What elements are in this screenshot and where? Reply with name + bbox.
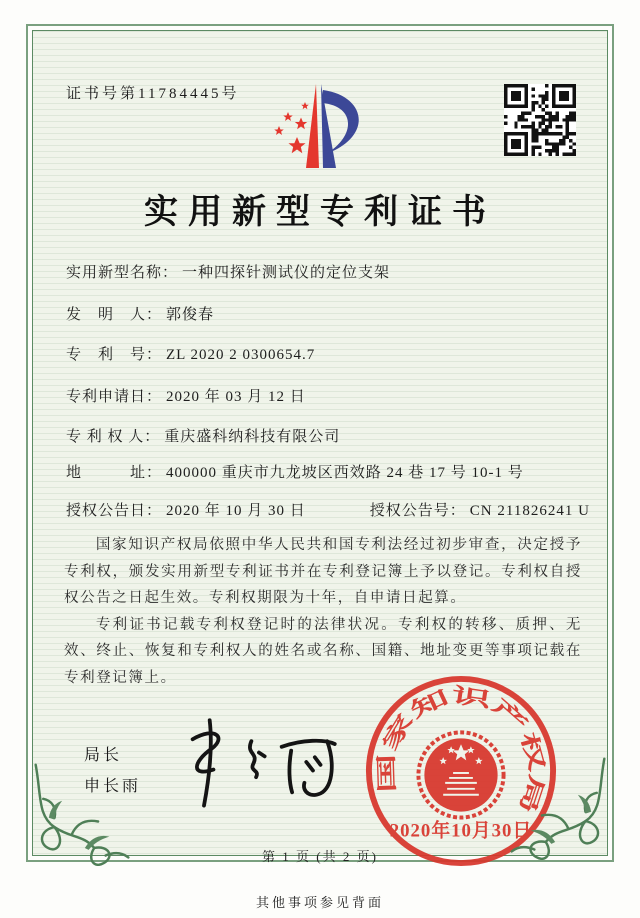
certificate-title: 实用新型专利证书 (144, 194, 496, 231)
officer-title: 局长 (84, 747, 123, 764)
field-grant-date-and-number (66, 500, 600, 522)
logo-red-spike (306, 84, 319, 168)
page-number: 第 1 页 (共 2 页) (262, 849, 378, 864)
legal-text (64, 532, 582, 691)
field-utility-model-name (66, 262, 600, 284)
grant-number-label: 授权公告号： (369, 503, 466, 519)
field-value: 一种四探针测试仪的定位支架 (182, 265, 391, 281)
certificate-number: 证书号第11784445号 (66, 86, 240, 102)
legal-paragraph-2: 专利证书记载专利权登记时的法律状况。专利权的转移、质押、无效、终止、恢复和专利权人的姓名或名称、国籍、地址变更等事项记载在专利登记簿上。 (64, 616, 582, 686)
field-label: 授权公告日： (66, 503, 163, 519)
field-address (66, 462, 600, 484)
grant-number-value: CN 211826241 U (469, 503, 590, 519)
qr-code (504, 84, 576, 156)
director-signature-icon (168, 712, 348, 812)
field-label: 专 利 权 人： (66, 429, 161, 445)
field-value: 2020 年 03 月 12 日 (166, 389, 306, 405)
legal-paragraph-1: 国家知识产权局依照中华人民共和国专利法经过初步审查，决定授予专利权，颁发实用新型专利证书并在专利登记簿上予以登记。专利权自授权公告之日起生效。专利权期限为十年，自申请日起算。 (64, 537, 582, 606)
cnipa-logo-icon (250, 76, 400, 176)
field-label: 实用新型名称： (66, 265, 179, 281)
national-emblem-icon (418, 732, 503, 817)
field-application-date (66, 386, 600, 408)
field-value: 2020 年 10 月 30 日 (166, 503, 306, 519)
field-patent-number (66, 344, 600, 366)
field-value: ZL 2020 2 0300654.7 (166, 347, 316, 363)
back-side-note: 其他事项参见背面 (255, 895, 384, 910)
field-patentee (66, 426, 600, 448)
field-label: 专 利 号： (66, 347, 163, 363)
floral-flourish-icon (506, 754, 610, 860)
seal-date: 2020年10月30日 (389, 820, 533, 842)
field-label: 专利申请日： (66, 389, 163, 405)
field-label: 地 址： (66, 465, 163, 481)
field-label: 发 明 人： (66, 307, 163, 323)
seal-ring-text: 国家知识产权局 (375, 683, 549, 799)
field-inventor (66, 304, 600, 326)
field-value: 郭俊春 (166, 307, 215, 323)
field-value: 400000 重庆市九龙坡区西效路 24 巷 17 号 10-1 号 (166, 465, 524, 481)
officer-name: 申长雨 (84, 778, 142, 795)
field-value: 重庆盛科纳科技有限公司 (164, 429, 341, 445)
